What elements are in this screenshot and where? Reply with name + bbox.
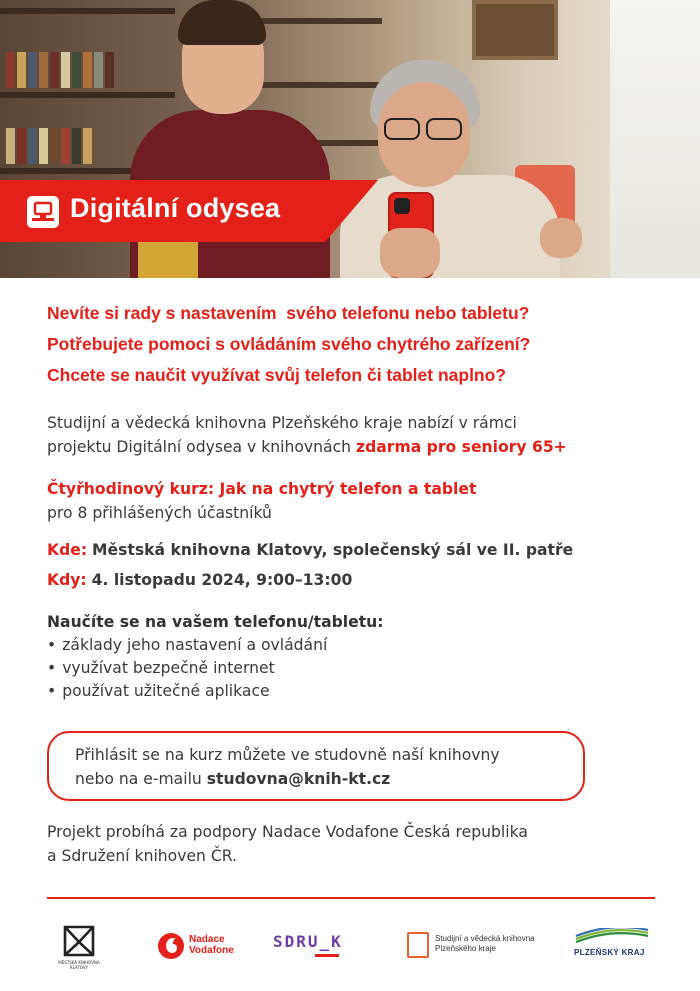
support-line-2: a Sdružení knihoven ČR. [47, 847, 238, 865]
svk-icon [407, 932, 429, 958]
where-label: Kde: [47, 541, 88, 559]
svk-line-1: Studijní a vědecká knihovna [435, 934, 535, 943]
signup-line-1: Přihlásit se na kurz můžete ve studovně naší knihovny [75, 746, 500, 764]
laptop-icon [27, 196, 59, 228]
mk-klatovy-logo [57, 918, 107, 974]
signup-line-2-text: nebo na e-mailu [75, 770, 202, 788]
books [6, 128, 94, 164]
sdruk-logo [273, 918, 373, 974]
list-item: • využívat bezpečně internet [47, 657, 657, 680]
footer-divider [47, 897, 655, 899]
svk-pk-logo [407, 918, 547, 974]
list-item: • používat užitečné aplikace [47, 680, 657, 703]
sdruk-text: SDRU_K [273, 932, 343, 951]
main-content [47, 298, 657, 703]
course-subtitle: pro 8 přihlášených účastníků [47, 504, 272, 522]
intro-line-2-text: projektu Digitální odysea v knihovnách [47, 438, 352, 456]
where-value: Městská knihovna Klatovy, společenský sál ve II. patře [92, 541, 574, 559]
sdruk-underline [315, 954, 339, 957]
questions [47, 298, 657, 391]
when-label: Kdy: [47, 571, 87, 589]
plzensky-kraj-logo [574, 918, 654, 974]
where-line [47, 538, 657, 562]
vodafone-foundation-logo [149, 918, 249, 974]
question-3: Chcete se naučit využívat svůj telefon či tablet naplno? [47, 365, 506, 385]
svk-text [435, 934, 545, 954]
intro-paragraph [47, 411, 657, 459]
plzensky-kraj-icon [574, 928, 650, 944]
plzensky-kraj-text: PLZEŇSKÝ KRAJ [574, 948, 645, 957]
mk-klatovy-name: MĚSTSKÁ KNIHOVNA KLATOVY [58, 960, 100, 970]
intro-line-1: Studijní a vědecká knihovna Plzeňského kraje nabízí v rámci [47, 414, 517, 432]
learn-heading: Naučíte se na vašem telefonu/tabletu: [47, 613, 384, 631]
learn-block [47, 610, 657, 703]
hand [380, 228, 440, 278]
support-line-1: Projekt probíhá za podpory Nadace Vodafone Česká republika [47, 823, 528, 841]
signup-box [47, 731, 585, 801]
list-item: • základy jeho nastavení a ovládání [47, 634, 657, 657]
question-1: Nevíte si rady s nastavením svého telefonu nebo tabletu? [47, 303, 530, 323]
window [610, 0, 700, 278]
when-line [47, 568, 657, 592]
books [6, 52, 116, 88]
signup-line-2 [75, 767, 557, 791]
partner-logos [47, 918, 655, 974]
intro-highlight: zdarma pro seniory 65+ [356, 438, 567, 456]
learn-list [47, 634, 657, 703]
intro-line-2 [47, 435, 657, 459]
when-value: 4. listopadu 2024, 9:00–13:00 [91, 571, 353, 589]
support-text [47, 820, 657, 868]
vodafone-icon [157, 932, 185, 960]
vodafone-line-1: Nadace [189, 934, 225, 945]
course-title: Čtyřhodinový kurz: Jak na chytrý telefon a tablet [47, 480, 477, 498]
senior-woman [340, 60, 580, 278]
banner-title: Digitální odysea [70, 193, 281, 223]
vodafone-text [189, 934, 234, 956]
svk-line-2: Plzeňského kraje [435, 944, 496, 953]
wall-picture [472, 0, 558, 60]
mk-klatovy-icon [63, 924, 95, 958]
vodafone-line-2: Vodafone [189, 945, 234, 956]
signup-email[interactable]: studovna@knih-kt.cz [206, 770, 391, 788]
question-2: Potřebujete pomoci s ovládáním svého chytrého zařízení? [47, 334, 531, 354]
course-block [47, 477, 657, 525]
